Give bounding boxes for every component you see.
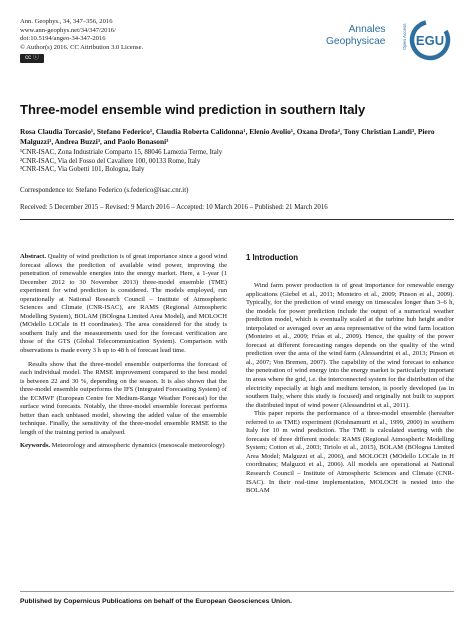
citation-header bbox=[20, 18, 143, 52]
open-access-side-text: Open Access bbox=[402, 23, 407, 50]
journal-name-line2: Geophysicae bbox=[326, 36, 386, 47]
journal-name-line1: Annales bbox=[348, 24, 386, 35]
keywords-paragraph bbox=[20, 442, 227, 451]
egu-logo-text: EGU bbox=[415, 33, 445, 48]
affiliation-1: ¹CNR-ISAC, Zona Industriale Comparto 15, 88046 Lamezia Terme, Italy bbox=[20, 149, 223, 156]
journal-name bbox=[326, 24, 385, 48]
publisher-footer: Published by Copernicus Publications on behalf of the European Geosciences Union. bbox=[20, 598, 292, 605]
abstract-column bbox=[20, 253, 227, 451]
article-doi[interactable]: doi:10.5194/angeo-34-347-2016 bbox=[20, 35, 106, 43]
paper-title: Three-model ensemble wind prediction in southern Italy bbox=[20, 102, 366, 117]
correspondence: Correspondence to: Stefano Federico (s.federico@isac.cnr.it) bbox=[20, 187, 189, 194]
abstract-results-paragraph: Results show that the three-model ensemble outperforms the forecast of each individual model. The RMSE improvement compared to the best model is between 22 and 30 %, depending on the season. It is also shown that the three-model ensemble outperforms the IFS (Integrated Forecasting System) of the ECMWF (European Centre for Medium-Range Weather Forecast) for the surface wind forecasts. Notably, the three-model ensemble forecast performs better than each unbiased model, showing the added value of the ensemble technique. Finally, the sensitivity of the three-model ensemble RMSE to the length of the training period is analysed. bbox=[20, 360, 227, 436]
journal-citation: Ann. Geophys., 34, 347–356, 2016 bbox=[20, 18, 113, 25]
intro-paragraph-2: This paper reports the performance of a three-model ensemble (hereafter referred to as TME) experiment (Krishnamurti et al., 1999, 2000) in southern Italy for 10 m wind prediction. The TME is calculated starting with the forecasts of three different models: RAMS (Regional Atmospheric Modelling System; Cotton et al., 2003; Tiriolo et al., 2015), BOLAM (BOlogna Limited Area Model; Malguzzi et al., 2006), and MOLOCH (MOdello LOCale in H coordinates; Malguzzi et al., 2006). All models are operational at National Research Council – Institute of Atmospheric Sciences and Climate (CNR-ISAC). In their real-time implementation, MOLOCH is nested into the BOLAM bbox=[246, 410, 454, 495]
egu-logo-icon bbox=[402, 14, 452, 64]
abstract-label: Abstract. bbox=[20, 253, 46, 260]
cc-license-badge: cc ⓘ bbox=[20, 54, 44, 63]
author-list: Rosa Claudia Torcasio¹, Stefano Federico¹, Claudia Roberta Calidonna¹, Elenio Avolio¹, Oxana Drofa², Tony Christian Landi³, Piero Malguzzi³, Andrea Buzzi³, and Paolo Bonasoni³ bbox=[20, 127, 435, 146]
copyright-notice: © Author(s) 2016. CC Attribution 3.0 License. bbox=[20, 43, 144, 51]
abstract-paragraph bbox=[20, 253, 227, 356]
footer-divider bbox=[20, 591, 454, 592]
abstract-text: Quality of wind prediction is of great importance since a good wind forecast allows the prediction of available wind power, improving the penetration of renewable energies into the energy market. Here, a 1-year (1 December 2012 to 30 November 2013) three-model ensemble (TME) experiment for wind prediction is considered. The models employed, run operationally at National Research Council – Institute of Atmospheric Sciences and Climate (CNR-ISAC), are RAMS (Regional Atmospheric Modelling System), BOLAM (BOlogna Limited Area Model), and MOLOCH (MOdello LOCale in H coordinates). The area considered for the study is southern Italy and the measurements used for the forecast verification are those of the GTS (Global Telecommunication System). Comparison with observations is made every 3 h up to 48 h of forecast lead time. bbox=[20, 253, 227, 355]
affiliation-2: ²CNR-ISAC, Via del Fosso del Cavaliere 100, 00133 Rome, Italy bbox=[20, 157, 201, 165]
publication-dates: Received: 5 December 2015 – Revised: 9 March 2016 – Accepted: 10 March 2016 – Published: 21 March 2016 bbox=[20, 204, 328, 211]
affiliations bbox=[20, 149, 222, 175]
intro-paragraph-1: Wind farm power production is of great importance for renewable energy applications (Giebel et al., 2011; Monteiro et al., 2009; Pinson et al., 2009). Typically, for the prediction of wind energy on timescales longer than 3–6 h, the models for power prediction include the output of a numerical weather prediction model, which is eventually scaled at the turbine hub height and/or interpolated or averaged over an area representative of the wind farm location (Monteiro et al., 2009; Frías et al., 2009). Hence, the quality of the power forecast at different forecasting ranges depends on the quality of the wind prediction over the area of the wind farm (Alessandrini et al., 2013; Pinson et al., 2007; Von Bremen, 2007). The capability of the wind forecast to enhance the penetration of wind energy into the energy market is particularly important in areas where the grid, i.e. the interconnected system for the distribution of the electricity especially at high and medium tension, is poorly developed (as in southern Italy, where this study is focused) and originally not built to support the distributed input of wind power (Alessandrini et al., 2011). bbox=[246, 282, 454, 409]
keywords-text: Meteorology and atmospheric dynamics (mesoscale meteorology) bbox=[51, 442, 225, 450]
header-divider bbox=[20, 219, 454, 220]
article-url[interactable]: www.ann-geophys.net/34/347/2016/ bbox=[20, 26, 116, 34]
affiliation-3: ³CNR-ISAC, Via Gobetti 101, Bologna, Italy bbox=[20, 166, 145, 174]
introduction-column bbox=[246, 282, 454, 496]
introduction-heading: 1 Introduction bbox=[246, 253, 298, 262]
keywords-label: Keywords. bbox=[20, 442, 51, 450]
